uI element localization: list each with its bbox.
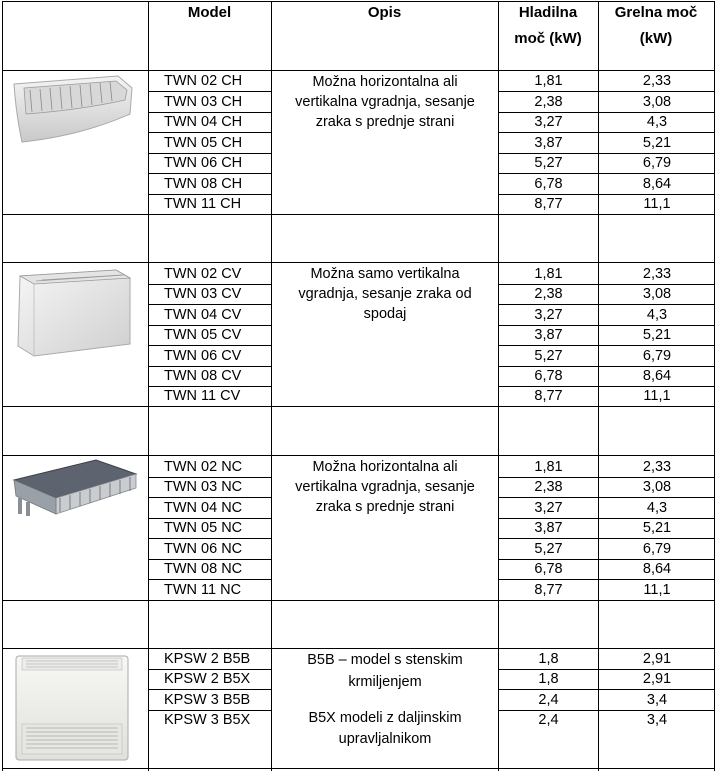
model-cell: TWN 02 CV [164,266,242,282]
description-line: Možna horizontalna ali [312,74,458,90]
floor-ceiling-unit-kpsw-image [12,652,134,764]
ceiling-unit-ch-image [10,74,135,146]
heating-cell: 11,1 [643,196,671,212]
cooling-cell: 2,4 [538,692,559,708]
model-cell: TWN 03 CH [164,94,243,110]
header-heating [598,2,714,50]
grid-line [2,214,715,215]
grid-line [2,455,715,456]
cooling-cell: 3,87 [534,520,563,536]
heating-cell: 11,1 [643,388,671,404]
heating-cell: 2,33 [642,459,672,475]
model-cell: TWN 05 NC [164,520,243,536]
heating-cell: 4,3 [646,114,668,130]
group-ch-description-text [272,72,498,132]
model-cell: TWN 06 NC [164,541,243,557]
header-heating-line2: (kW) [639,30,673,47]
header-cooling-line2: moč (kW) [514,30,582,47]
heating-cell: 2,91 [642,671,672,687]
description-line: B5B – model s stenskim [307,652,463,668]
concealed-unit-nc-image [10,458,138,524]
description-line: zraka s prednje strani [315,114,455,130]
description-line: spodaj [363,306,407,322]
model-cell: TWN 08 NC [164,561,243,577]
heating-cell: 5,21 [642,327,672,343]
model-cell: KPSW 2 B5B [164,651,251,667]
cooling-cell: 6,78 [534,368,563,384]
heating-cell: 5,21 [642,520,672,536]
cooling-cell: 8,77 [534,196,563,212]
cooling-cell: 3,27 [534,500,563,516]
cooling-cell: 5,27 [534,155,563,171]
header-cooling [498,2,598,50]
heating-cell: 3,08 [642,479,672,495]
description-line: vertikalna vgradnja, sesanje [295,479,475,495]
description-line: upravljalnikom [338,731,432,747]
heating-cell: 6,79 [642,541,672,557]
model-cell: KPSW 3 B5X [164,712,251,728]
description-line: Možna horizontalna ali [312,459,458,475]
model-cell: TWN 03 CV [164,286,242,302]
description-line: krmiljenjem [348,674,422,690]
grid-line [2,406,715,407]
model-cell: TWN 02 NC [164,459,243,475]
grid-line [2,600,715,601]
model-cell: TWN 04 CV [164,307,242,323]
header-opis: Opis [367,4,402,21]
cooling-cell: 3,87 [534,135,563,151]
cooling-cell: 1,81 [534,459,563,475]
heating-cell: 8,64 [642,176,672,192]
cooling-cell: 3,87 [534,327,563,343]
group-kpsw-description [272,650,498,749]
model-cell: TWN 08 CV [164,368,242,384]
heating-cell: 2,33 [642,266,672,282]
model-cell: TWN 06 CH [164,155,243,171]
model-cell: TWN 05 CV [164,327,242,343]
cooling-cell: 3,27 [534,114,563,130]
description-line: zraka s prednje strani [315,499,455,515]
model-cell: KPSW 2 B5X [164,671,251,687]
model-cell: KPSW 3 B5B [164,692,251,708]
heating-cell: 3,4 [646,692,668,708]
heating-cell: 6,79 [642,155,672,171]
heating-cell: 4,3 [646,500,668,516]
model-cell: TWN 04 NC [164,500,243,516]
model-cell: TWN 02 CH [164,73,243,89]
heating-cell: 3,4 [646,712,668,728]
grid-line [2,262,715,263]
cooling-cell: 3,27 [534,307,563,323]
description-line: vgradnja, sesanje zraka od [298,286,472,302]
cooling-cell: 8,77 [534,388,563,404]
heating-cell: 6,79 [642,348,672,364]
heating-cell: 5,21 [642,135,672,151]
model-cell: TWN 06 CV [164,348,242,364]
group-cv-description [272,264,498,324]
cooling-cell: 1,8 [538,671,559,687]
grid-line [2,768,715,769]
header-heating-line1: Grelna moč [614,4,698,21]
cooling-cell: 8,77 [534,582,563,598]
heating-cell: 3,08 [642,94,672,110]
model-cell: TWN 08 CH [164,176,243,192]
cooling-cell: 2,38 [534,286,563,302]
model-cell: TWN 11 NC [164,582,242,598]
header-cooling-line1: Hladilna [518,4,578,21]
cooling-cell: 1,81 [534,266,563,282]
cooling-cell: 6,78 [534,176,563,192]
model-cell: TWN 03 NC [164,479,243,495]
model-cell: TWN 04 CH [164,114,243,130]
header-model: Model [187,4,232,21]
heating-cell: 8,64 [642,561,672,577]
heating-cell: 3,08 [642,286,672,302]
model-cell: TWN 11 CH [164,196,242,212]
cooling-cell: 2,4 [538,712,559,728]
heating-cell: 2,33 [642,73,672,89]
cooling-cell: 1,8 [538,651,559,667]
heating-cell: 8,64 [642,368,672,384]
cooling-cell: 1,81 [534,73,563,89]
heating-cell: 2,91 [642,651,672,667]
cooling-cell: 5,27 [534,541,563,557]
cooling-cell: 6,78 [534,561,563,577]
cooling-cell: 2,38 [534,479,563,495]
grid-line [2,1,3,771]
heating-cell: 4,3 [646,307,668,323]
floor-unit-cv-image [12,266,134,358]
cooling-cell: 5,27 [534,348,563,364]
description-line: Možna samo vertikalna [310,266,460,282]
group-nc-description [272,457,498,517]
description-line: vertikalna vgradnja, sesanje [295,94,475,110]
model-cell: TWN 11 CV [164,388,241,404]
description-line: B5X modeli z daljinskim [308,710,462,726]
heating-cell: 11,1 [643,582,671,598]
model-cell: TWN 05 CH [164,135,243,151]
cooling-cell: 2,38 [534,94,563,110]
